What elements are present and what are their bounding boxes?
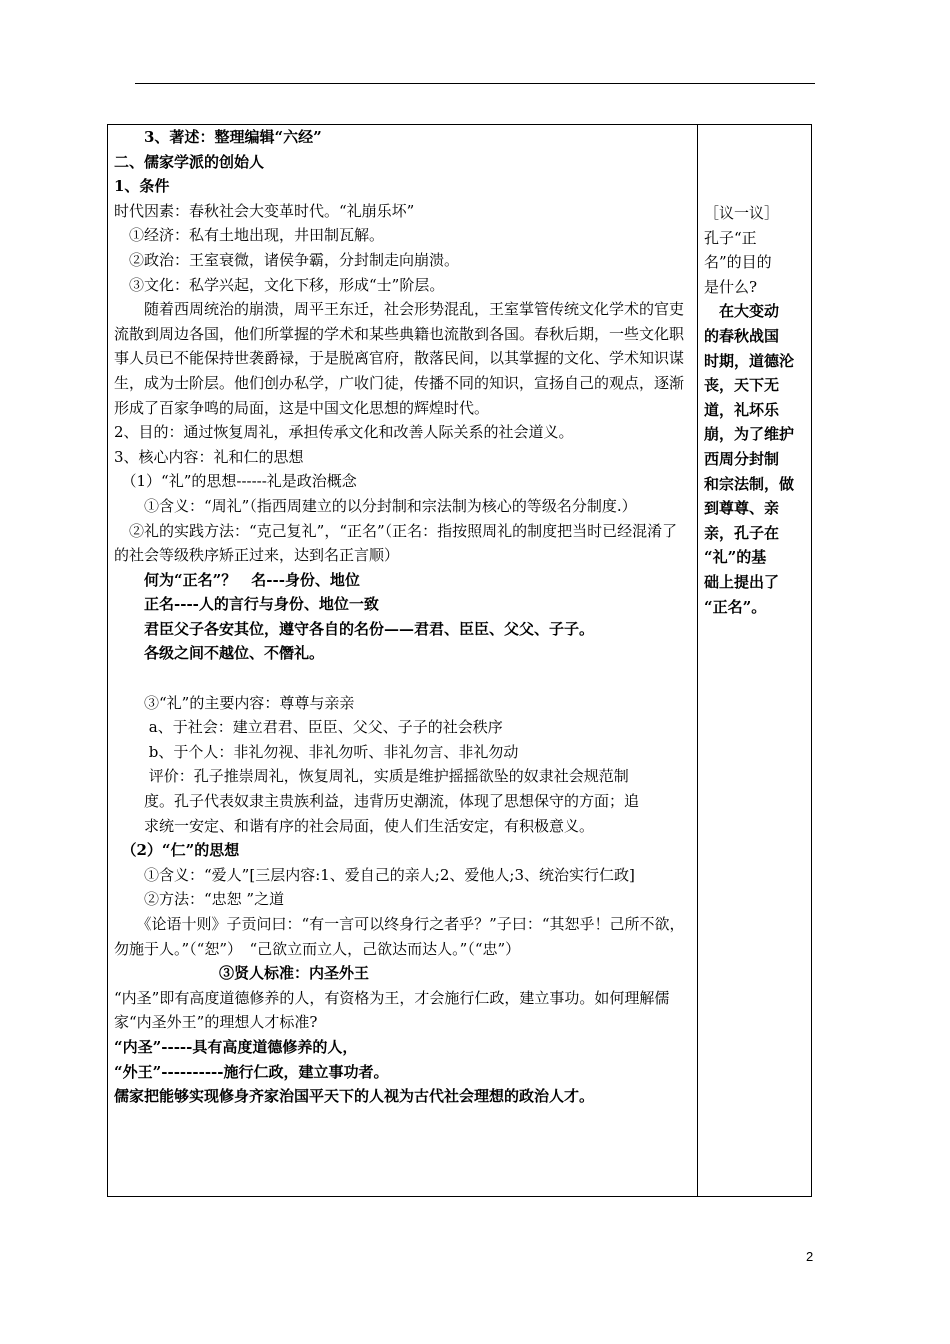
sidebar-text-line: 和宗法制，做: [704, 474, 795, 493]
main-text-line: ③“礼”的主要内容：尊尊与亲亲: [114, 693, 355, 712]
table-column-divider: [697, 124, 698, 1197]
main-text-line: ①含义：“爱人”[三层内容:1、爱自己的亲人;2、爱他人;3、统治实行仁政]: [114, 865, 635, 884]
sidebar-text-line: 道，礼坏乐: [704, 400, 780, 419]
sidebar-text-line: 名”的目的: [704, 253, 772, 272]
sidebar-text-line: 亲，孔子在: [704, 523, 780, 542]
main-text-line: ③贤人标准：内圣外王: [114, 964, 370, 983]
sidebar-text-line: “正名”。: [704, 597, 767, 616]
main-text-line: ②礼的实践方法：“克己复礼”，“正名”（正名：指按照周礼的制度把当时已经混淆了的社会等级秩序矫正过来，达到名正言顺）: [114, 521, 678, 565]
header-rule: [135, 83, 815, 84]
main-text-line: 儒家把能够实现修身齐家治国平天下的人视为古代社会理想的政治人才。: [114, 1087, 595, 1106]
sidebar-text-line: 到尊尊、亲: [704, 499, 780, 518]
main-text-line: “外王”----------施行仁政，建立事功者。: [114, 1062, 389, 1081]
main-text-line: “内圣”-----具有高度道德修养的人，: [114, 1037, 358, 1056]
sidebar-text-line: ［议一议］: [704, 204, 780, 222]
main-text-line: ①经济：私有土地出现，井田制瓦解。: [114, 226, 385, 245]
main-text-line: 3、核心内容：礼和仁的思想: [114, 447, 304, 466]
main-text-line: 各级之间不越位、不僭礼。: [114, 644, 325, 663]
main-text-line: 君臣父子各安其位，遵守各自的名份——君君、臣臣、父父、子子。: [114, 619, 595, 638]
main-content-column: [114, 125, 692, 1109]
main-text-line: 求统一安定、和谐有序的社会局面，使人们生活安定，有积极意义。: [114, 816, 595, 835]
discussion-sidebar: [704, 201, 804, 619]
page-number: 2: [806, 1249, 814, 1264]
main-text-line: 随着西周统治的崩溃，周平王东迁，社会形势混乱，王室掌管传统文化学术的官吏流散到周边各国，他们所掌握的学术和某些典籍也流散到各国。春秋后期，一些文化职事人员已不能保持世袭爵禄，于是脱离官府，散落民间，以其掌握的文化、学术知识谋生，成为士阶层。他们创办私学，广收门徒，传播不同的知识，宣扬自己的观点，逐渐形成了百家争鸣的局面，这是中国文化思想的辉煌时代。: [114, 300, 685, 417]
main-text-line: 评价：孔子推崇周礼，恢复周礼，实质是维护摇摇欲坠的奴隶社会规范制: [114, 767, 629, 786]
main-text-line: （2）“仁”的思想: [114, 841, 240, 860]
main-text-line: ②政治：王室衰微，诸侯争霸，分封制走向崩溃。: [114, 250, 460, 269]
main-text-line: ③文化：私学兴起，文化下移，形成“士”阶层。: [114, 275, 445, 294]
sidebar-text-line: 在大变动: [704, 302, 780, 321]
main-text-line: [114, 666, 692, 691]
main-text-line: 《论语十则》子贡问曰：“有一言可以终身行之者乎？”子曰：“其恕乎！己所不欲，勿施于人。”（“恕”） “己欲立而立人，己欲达而达人。”（“忠”）: [114, 915, 685, 958]
main-text-line: （1）“礼”的思想------礼是政治概念: [114, 472, 357, 491]
sidebar-text-line: 崩，为了维护: [704, 425, 795, 444]
sidebar-text-line: 是什么?: [704, 277, 758, 296]
main-text-line: 3、著述：整理编辑“六经”: [114, 128, 322, 146]
sidebar-text-line: 的春秋战国: [704, 326, 780, 345]
sidebar-text-line: 孔子“正: [704, 228, 757, 247]
main-text-line: 二、儒家学派的创始人: [114, 152, 265, 171]
sidebar-text-line: 西周分封制: [704, 449, 780, 468]
main-text-line: 正名----人的言行与身份、地位一致: [114, 595, 379, 614]
sidebar-text-line: 础上提出了: [704, 572, 780, 591]
main-text-line: 时代因素：春秋社会大变革时代。“礼崩乐坏”: [114, 201, 415, 220]
sidebar-text-line: 丧，天下无: [704, 376, 780, 395]
main-text-line: 1、条件: [114, 177, 170, 196]
main-text-line: ①含义：“周礼”（指西周建立的以分封制和宗法制为核心的等级名分制度.）: [114, 496, 637, 515]
main-text-line: ②方法：“忠恕 ”之道: [114, 890, 285, 909]
main-text-line: 度。孔子代表奴隶主贵族利益，违背历史潮流，体现了思想保守的方面；追: [114, 792, 640, 811]
main-text-line: b、于个人：非礼勿视、非礼勿听、非礼勿言、非礼勿动: [114, 742, 519, 761]
main-text-line: a、于社会：建立君君、臣臣、父父、子子的社会秩序: [114, 718, 503, 737]
sidebar-text-line: 时期，道德沦: [704, 351, 795, 370]
main-text-line: 何为“正名”？ 名---身份、地位: [114, 570, 360, 589]
main-text-line: 2、目的：通过恢复周礼，承担传承文化和改善人际关系的社会道义。: [114, 423, 574, 442]
main-text-line: “内圣”即有高度道德修养的人，有资格为王，才会施行仁政，建立事功。如何理解儒家“内圣外王”的理想人才标准?: [114, 988, 670, 1032]
sidebar-text-line: “礼”的基: [704, 548, 767, 567]
